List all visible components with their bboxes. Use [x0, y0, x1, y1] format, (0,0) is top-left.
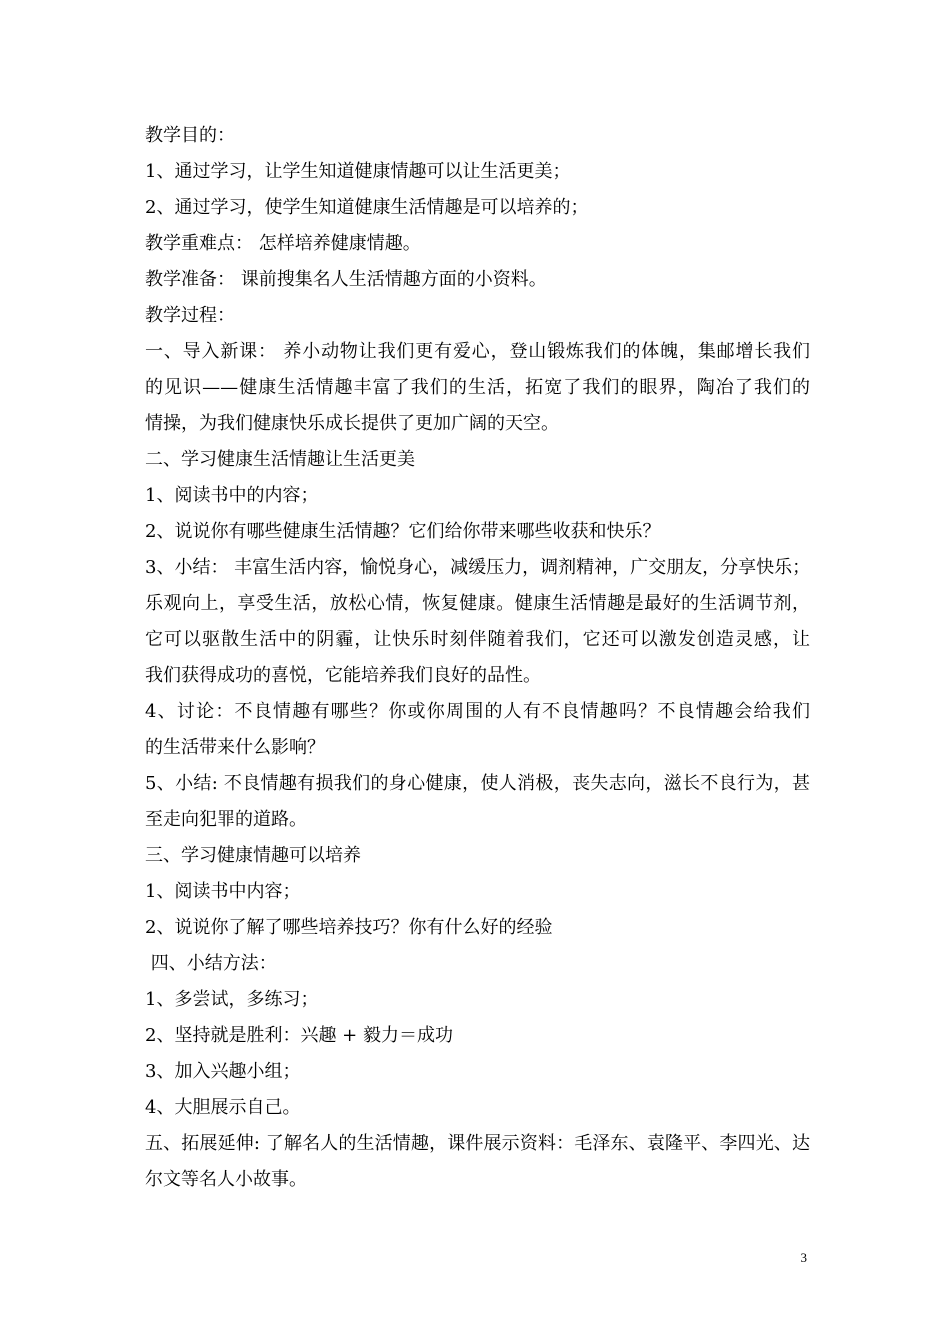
text-line: 教学重难点： 怎样培养健康情趣。 — [145, 233, 421, 254]
text-line: 4、大胆展示自己。 — [145, 1097, 301, 1118]
text-line: 尔文等名人小故事。 — [145, 1169, 307, 1190]
text-line: 2、坚持就是胜利：兴趣 + 毅力＝成功 — [145, 1025, 453, 1046]
text-line: 的见识——健康生活情趣丰富了我们的生活，拓宽了我们的眼界，陶冶了我们的 — [145, 377, 810, 398]
text-line: 4、讨论：不良情趣有哪些？你或你周围的人有不良情趣吗？不良情趣会给我们 — [145, 701, 810, 722]
text-line: 的生活带来什么影响？ — [145, 737, 325, 758]
text-line: 四、小结方法： — [145, 953, 277, 974]
text-line: 它可以驱散生活中的阴霾，让快乐时刻伴随着我们，它还可以激发创造灵感，让 — [145, 629, 810, 650]
text-line: 教学准备： 课前搜集名人生活情趣方面的小资料。 — [145, 269, 547, 290]
text-line: 一、导入新课： 养小动物让我们更有爱心，登山锻炼我们的体魄，集邮增长我们 — [145, 341, 810, 362]
text-line: 三、学习健康情趣可以培养 — [145, 845, 361, 866]
text-line: 我们获得成功的喜悦，它能培养我们良好的品性。 — [145, 665, 541, 686]
text-line: 5、小结: 不良情趣有损我们的身心健康，使人消极，丧失志向，滋长不良行为，甚 — [145, 773, 810, 794]
text-line: 3、加入兴趣小组； — [145, 1061, 301, 1082]
text-line: 五、拓展延伸: 了解名人的生活情趣，课件展示资料：毛泽东、袁隆平、李四光、达 — [145, 1133, 810, 1154]
text-line: 2、说说你有哪些健康生活情趣？它们给你带来哪些收获和快乐？ — [145, 521, 661, 542]
text-line: 1、通过学习，让学生知道健康情趣可以让生活更美； — [145, 161, 571, 182]
text-line: 二、学习健康生活情趣让生活更美 — [145, 449, 415, 470]
document-body — [145, 118, 810, 1198]
text-line: 3、小结： 丰富生活内容，愉悦身心，减缓压力，调剂精神，广交朋友，分享快乐； — [145, 557, 811, 578]
page-number: 3 — [800, 1250, 807, 1265]
text-line: 教学过程： — [145, 305, 235, 326]
text-line: 1、阅读书中的内容； — [145, 485, 319, 506]
text-line: 教学目的： — [145, 125, 235, 146]
text-line: 1、阅读书中内容； — [145, 881, 301, 902]
text-line: 1、多尝试，多练习； — [145, 989, 319, 1010]
text-line: 2、通过学习，使学生知道健康生活情趣是可以培养的； — [145, 197, 589, 218]
text-line: 乐观向上，享受生活，放松心情，恢复健康。健康生活情趣是最好的生活调节剂， — [145, 593, 810, 614]
text-line: 至走向犯罪的道路。 — [145, 809, 307, 830]
text-line: 2、说说你了解了哪些培养技巧？你有什么好的经验 — [145, 917, 553, 938]
text-line: 情操，为我们健康快乐成长提供了更加广阔的天空。 — [145, 413, 559, 434]
